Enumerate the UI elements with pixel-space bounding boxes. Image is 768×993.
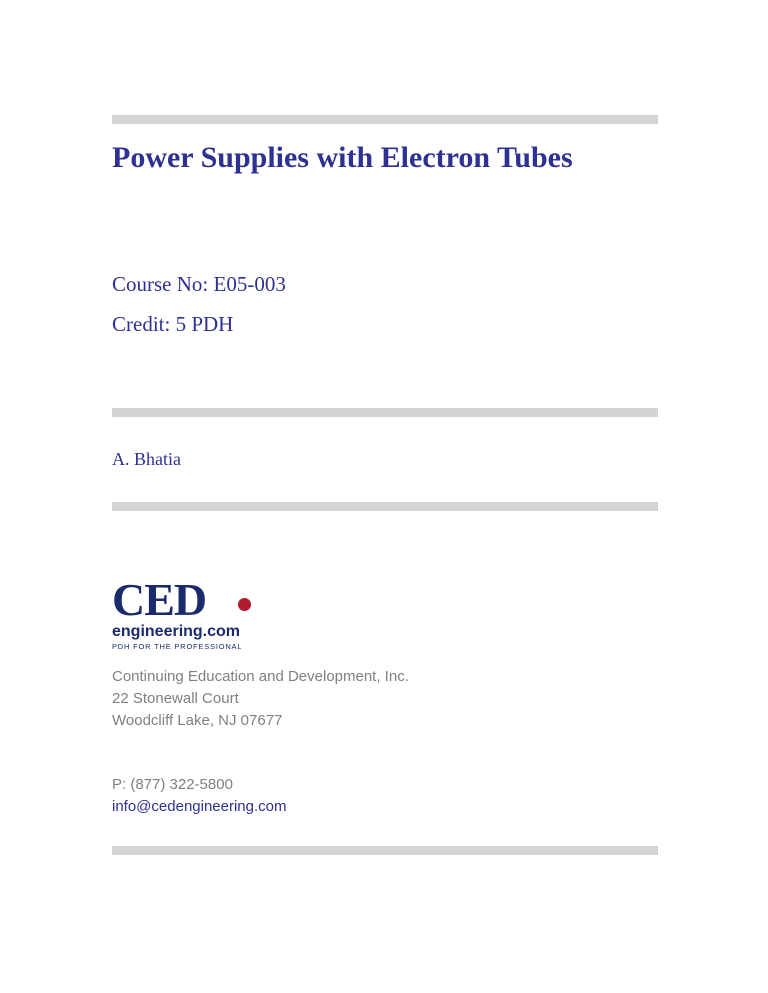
course-number: Course No: E05-003 [112,272,286,296]
organization-name: Continuing Education and Development, Inc. [112,668,409,685]
organization-email-link[interactable]: info@cedengineering.com [112,798,287,815]
divider-top [112,115,658,124]
organization-contact [112,774,287,818]
author-name: A. Bhatia [112,449,181,469]
logo-subtext: engineering.com [112,623,241,640]
logo-tagline: PDH FOR THE PROFESSIONAL [112,642,243,651]
divider-author [112,502,658,511]
organization-city-state-zip: Woodcliff Lake, NJ 07677 [112,712,283,729]
organization-address [112,666,409,732]
divider-middle [112,408,658,417]
course-credit: Credit: 5 PDH [112,312,234,336]
logo-wordmark: CED [112,574,207,625]
page-title: Power Supplies with Electron Tubes [112,141,573,174]
organization-street: 22 Stonewall Court [112,690,239,707]
logo-dot-icon [238,598,251,611]
divider-bottom [112,846,658,855]
ced-logo [112,574,262,651]
organization-phone: P: (877) 322-5800 [112,776,233,793]
